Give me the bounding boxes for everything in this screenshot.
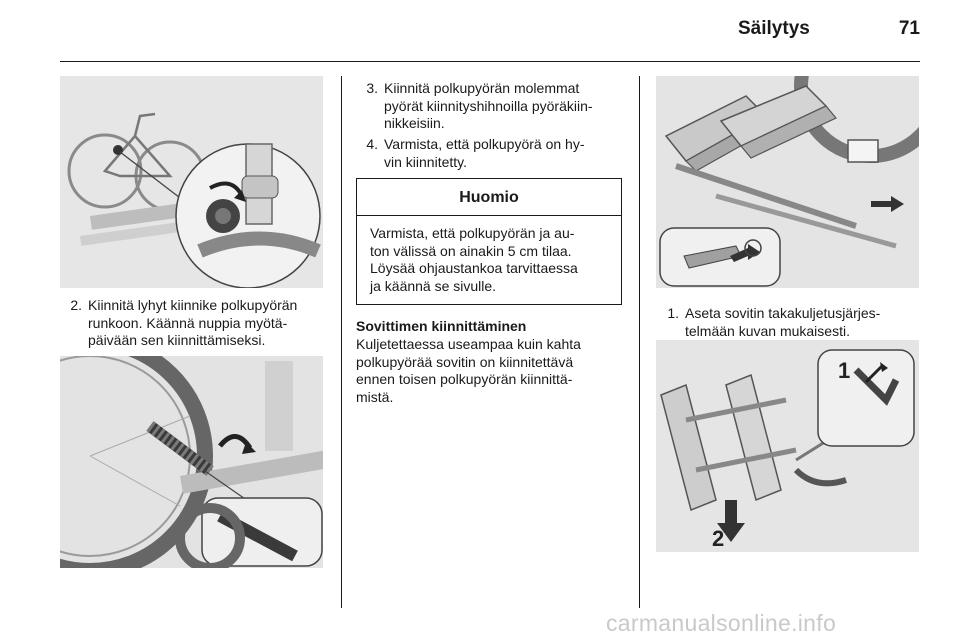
paragraph-line: mistä. (356, 388, 394, 405)
step-4-line: vin kiinnitetty. (384, 153, 467, 170)
notice-line: Varmista, että polkupyörän ja au- (370, 225, 575, 241)
step-1 (659, 305, 921, 340)
notice-line: Löysää ohjaustankoa tarvittaessa (370, 260, 578, 277)
figure-rack-adapter (656, 76, 919, 288)
paragraph-line: ennen toisen polkupyörän kiinnittä- (356, 371, 573, 387)
illustration-wheel-strap (60, 356, 323, 568)
step-3 (358, 80, 628, 133)
figure-frame-clamp-knob (60, 76, 323, 288)
page-number: 71 (898, 18, 920, 39)
header-divider (60, 61, 920, 62)
figure-wheel-strap (60, 356, 323, 568)
section-paragraph (356, 336, 636, 406)
step-4 (358, 136, 628, 171)
figure-adapter-mount (656, 340, 919, 552)
step-3-line: Kiinnitä polkupyörän molemmat (384, 80, 580, 96)
illustration-rack-adapter (656, 76, 919, 288)
step-2-line: runkoon. Käännä nuppia myötä- (88, 314, 288, 331)
illustration-frame-clamp-knob (60, 76, 323, 288)
figure-label-2: 2 (712, 526, 725, 551)
step-2 (62, 297, 328, 350)
notice-line: ja käännä se sivulle. (370, 277, 497, 294)
figure-label-1: 1 (838, 358, 851, 383)
step-1-line: telmään kuvan mukaisesti. (685, 322, 850, 339)
notice-box (356, 178, 622, 305)
column-divider-left (341, 76, 342, 608)
watermark-text: carmanualsonline.info (606, 610, 837, 636)
step-2-number: 2. (70, 297, 82, 313)
notice-body (357, 216, 621, 295)
notice-line: ton välissä on ainakin 5 cm tilaa. (370, 242, 572, 259)
paragraph-line: Kuljetettaessa useampaa kuin kahta (356, 336, 581, 352)
step-4-line: Varmista, että polkupyörä on hy- (384, 136, 585, 152)
step-2-line: Kiinnitä lyhyt kiinnike polkupyörän (88, 297, 298, 313)
step-2-line: päivään sen kiinnittämiseksi. (88, 332, 266, 348)
step-4-number: 4. (366, 136, 378, 152)
step-3-line: pyörät kiinnityshihnoilla pyöräkiin- (384, 97, 593, 114)
step-1-line: Aseta sovitin takakuljetusjärjes- (685, 305, 881, 321)
column-divider-right (639, 76, 640, 608)
paragraph-line: polkupyörää sovitin on kiinnitettävä (356, 353, 574, 370)
page-title: Säilytys (738, 18, 810, 39)
step-3-line: nikkeisiin. (384, 115, 445, 131)
section-heading: Sovittimen kiinnittäminen (356, 318, 527, 334)
step-1-number: 1. (667, 305, 679, 321)
step-3-number: 3. (366, 80, 378, 96)
illustration-adapter-mount (656, 340, 919, 552)
notice-title: Huomio (357, 179, 621, 216)
